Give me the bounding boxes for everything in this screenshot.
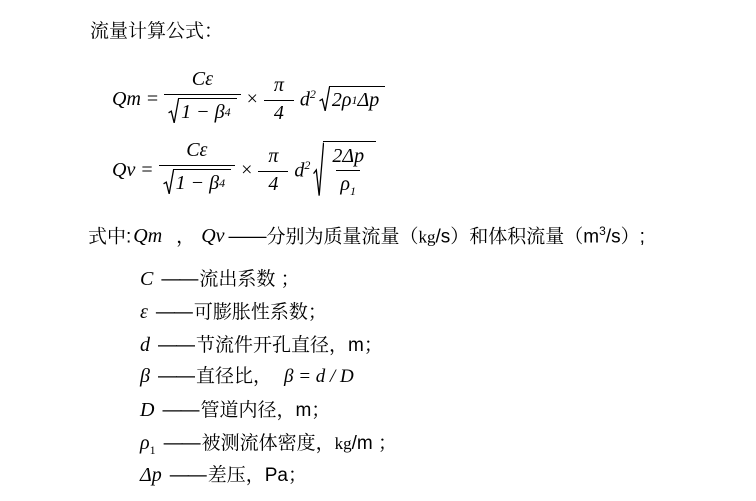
- definition-row-D: [140, 395, 330, 425]
- dash: ——: [162, 400, 199, 421]
- comma: ，: [176, 226, 196, 248]
- beta-ratio-formula: β = d / D: [283, 366, 354, 387]
- qv-symbol: Qv: [112, 158, 136, 181]
- beta-expression: 1 − β: [181, 101, 225, 124]
- kg-unit: kg: [334, 434, 352, 453]
- rho-subscript: 1: [350, 184, 357, 199]
- page-title: 流量计算公式：: [90, 21, 224, 42]
- qm-symbol: Qm: [133, 225, 163, 248]
- qm-symbol: Qm: [112, 87, 141, 110]
- symbol-D: D: [140, 399, 155, 421]
- formula-volume-flow: [109, 139, 376, 201]
- symbol-beta: β: [140, 365, 150, 387]
- definition-text: 可膨胀性系数；: [193, 302, 327, 323]
- equals-sign: =: [146, 87, 159, 110]
- fraction-denominator: [164, 94, 240, 130]
- equals-sign: =: [141, 158, 153, 181]
- dash: ——: [169, 465, 206, 486]
- d-squared-term: [294, 158, 310, 183]
- sqrt-beta-term: [168, 98, 236, 124]
- symbol-subscript: 1: [149, 442, 156, 457]
- fraction-numerator: π: [273, 73, 284, 96]
- rho-symbol: ρ: [340, 173, 351, 196]
- dash: ——: [228, 226, 267, 248]
- d-symbol: d: [294, 159, 305, 182]
- d-symbol: d: [299, 88, 310, 111]
- dash: ——: [157, 366, 194, 387]
- qv-symbol: Qv: [201, 225, 225, 248]
- fraction-numerator: π: [268, 144, 279, 167]
- fraction-discharge: [159, 139, 235, 201]
- definition-text: 流出系数 ；: [199, 269, 300, 290]
- fraction-pi-over-4: [258, 145, 288, 196]
- fraction-denominator: [336, 170, 360, 199]
- radicand: [173, 169, 231, 195]
- fraction-denominator: 4: [264, 100, 294, 125]
- definition-text: 节流件开孔直径，m；: [196, 335, 383, 356]
- definition-text: 差压，Pa；: [207, 465, 307, 486]
- fraction-discharge: [164, 68, 240, 130]
- symbol-d: d: [140, 334, 150, 356]
- dash: ——: [163, 433, 200, 454]
- fraction-pi-over-4: [264, 74, 294, 125]
- fraction-denominator: [159, 165, 235, 201]
- radicand-suffix: Δp: [357, 89, 380, 112]
- fraction-numerator: Cε: [186, 139, 208, 161]
- fraction-denominator: 4: [258, 171, 288, 196]
- fraction-numerator: 2Δp: [332, 145, 365, 168]
- dash: ——: [158, 335, 194, 356]
- beta-exponent: 4: [219, 176, 226, 191]
- symbol-epsilon: ε: [140, 301, 148, 323]
- sqrt-pressure-density-term: [313, 141, 376, 199]
- where-clause-line: [88, 224, 645, 249]
- definition-text-2: /m ；: [351, 433, 398, 454]
- fraction-dp-over-rho: [328, 145, 368, 199]
- d-exponent: 2: [304, 157, 311, 172]
- fraction-numerator: Cε: [191, 68, 214, 90]
- definition-row-dp: [140, 460, 307, 490]
- definition-row-rho: [140, 428, 397, 458]
- symbol-delta-p: Δp: [140, 464, 162, 486]
- where-text-2: /s）和体积流量（m: [435, 226, 600, 248]
- where-prefix: 式中:: [88, 226, 132, 248]
- definition-row-beta: [140, 361, 354, 391]
- beta-expression: 1 − β: [175, 172, 220, 195]
- cubed-exponent: 3: [599, 224, 606, 238]
- definition-text: 管道内径，m；: [200, 400, 331, 421]
- symbol-rho: ρ: [140, 432, 150, 454]
- radicand: [323, 141, 376, 199]
- symbol-C: C: [140, 268, 154, 290]
- kg-unit: kg: [418, 227, 436, 247]
- where-text-1: 分别为质量流量（: [266, 226, 419, 248]
- radicand: [178, 98, 236, 124]
- definition-row-C: [140, 264, 300, 294]
- dash: ——: [155, 302, 192, 323]
- beta-exponent: 4: [224, 105, 231, 120]
- definition-row-epsilon: [140, 297, 327, 327]
- times-sign: ×: [241, 158, 253, 181]
- definition-text: 直径比，: [195, 366, 272, 387]
- formula-mass-flow: [109, 68, 385, 130]
- definition-row-d: [140, 330, 383, 360]
- d-exponent: 2: [309, 86, 316, 101]
- where-text-3: /s）;: [605, 226, 645, 248]
- rho-subscript: 1: [351, 93, 358, 108]
- times-sign: ×: [246, 87, 258, 110]
- d-squared-term: [300, 87, 316, 112]
- radicand: [329, 86, 385, 112]
- dash: ——: [161, 269, 198, 290]
- definition-text: 被测流体密度，: [201, 433, 335, 454]
- sqrt-density-term: [319, 86, 385, 112]
- radicand-prefix: 2ρ: [331, 89, 352, 112]
- sqrt-beta-term: [163, 169, 231, 195]
